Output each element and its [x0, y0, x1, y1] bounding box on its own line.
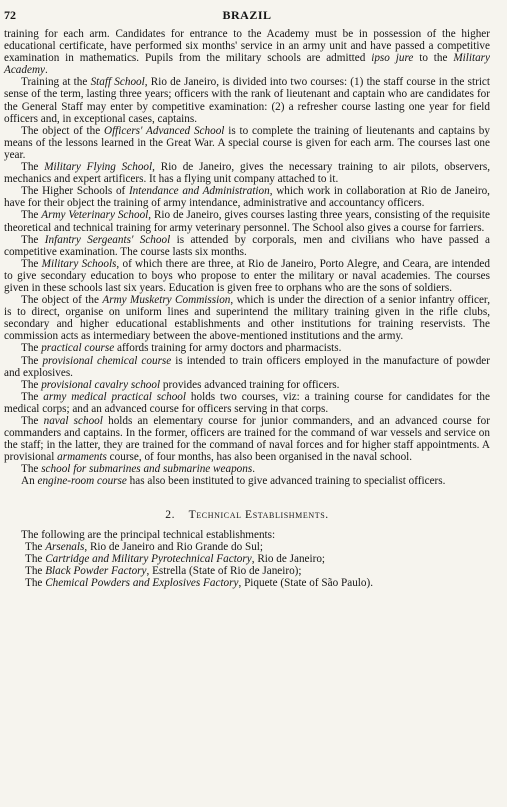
- list-item: The Arsenals, Rio de Janeiro and Rio Grande do Sul;: [25, 540, 264, 553]
- page-header: [4, 8, 490, 28]
- paragraph: The object of the Army Musketry Commission, which is under the direction of a senior infantry officer, is to direct, organise on uniform lines and superintend the military training given in the rifle clubs, secondary and higher educational establishments and other institutions for training reservists. The commission acts as intermediary between the above-mentioned institutions and the army.: [4, 294, 491, 343]
- list-item: The Chemical Powders and Explosives Factory, Piquete (State of São Paulo).: [25, 576, 374, 589]
- paragraph: The Higher Schools of Intendance and Administration, which work in collaboration at Rio de Janeiro, have for their object the training of army intendance, administrative and accountancy officers.: [4, 185, 490, 210]
- list-item: The Cartridge and Military Pyrotechnical Factory, Rio de Janeiro;: [25, 552, 326, 565]
- section-title: Technical Establishments.: [188, 507, 329, 521]
- page-number: 72: [4, 8, 16, 22]
- paragraph: The provisional cavalry school provides advanced training for officers.: [21, 378, 340, 391]
- list-item: The Black Powder Factory, Estrella (State of Rio de Janeiro);: [25, 564, 302, 577]
- paragraph: An engine-room course has also been instituted to give advanced training to specialist officers.: [21, 475, 446, 488]
- paragraph: Training at the Staff School, Rio de Janeiro, is divided into two courses: (1) the staff course in the strict sense of the term, lasting three years; officers with the rank of lieutenant and captain who are candidates for the General Staff may enter by competitive examination: (2) a refresher course lasting one year for field officers and, in exceptional cases, captains.: [4, 76, 490, 125]
- section-technical-establishments: [4, 508, 490, 589]
- paragraph: The object of the Officers' Advanced School is to complete the training of lieutenants and captains by means of the lessons learned in the Great War. A special course is given for each arm. The courses last one year.: [4, 124, 490, 161]
- section-number: 2.: [165, 507, 176, 521]
- paragraph: The naval school holds an elementary course for junior commanders, and an advanced course for commanders and captains. In the former, officers are trained for the command of war vessels and service on the staff; in the latter, they are trained for the command of naval forces and for higher staff appointments. A provisional armaments course, of four months, has also been organised in the naval school.: [4, 415, 490, 464]
- paragraph: The Infantry Sergeants' School is attended by corporals, men and civilians who have passed a competitive examination. The course lasts six months.: [4, 233, 490, 258]
- paragraph: The Army Veterinary School, Rio de Janeiro, gives courses lasting three years, consisting of the requisite theoretical and technical training for army veterinary personnel. The School also gives a course for farriers.: [4, 209, 490, 234]
- running-title: BRAZIL: [222, 8, 272, 22]
- paragraph: The Military Schools, of which there are three, at Rio de Janeiro, Porto Alegre, and Ceara, are intended to give secondary education to boys who propose to enter the military or naval academies. The courses given in these schools last six years. Education is given free to orphans who are the sons of soldiers.: [4, 257, 490, 294]
- paragraph: training for each arm. Candidates for entrance to the Academy must be in possession of the higher educational certificate, have performed six months' service in an army unit and have passed a competitive examination in mathematics. Pupils from the military schools are admitted ipso jure to the Military Academy.: [4, 28, 490, 77]
- paragraph: The school for submarines and submarine weapons.: [21, 463, 256, 476]
- paragraph: The practical course affords training for army doctors and pharmacists.: [21, 342, 342, 355]
- paragraph: The Military Flying School, Rio de Janeiro, gives the necessary training to air pilots, observers, mechanics and expert artificers. It has a flying unit company attached to it.: [4, 161, 490, 186]
- paragraph: The provisional chemical course is intended to train officers employed in the manufacture of powder and explosives.: [4, 354, 490, 379]
- section-heading: [4, 508, 490, 521]
- establishments-list: [4, 541, 490, 589]
- paragraph: The army medical practical school holds two courses, viz: a training course for candidates for the medical corps; and an advanced course for officers serving in that corps.: [4, 390, 490, 415]
- section-intro: The following are the principal technical establishments:: [21, 528, 276, 541]
- body-text: [4, 28, 490, 488]
